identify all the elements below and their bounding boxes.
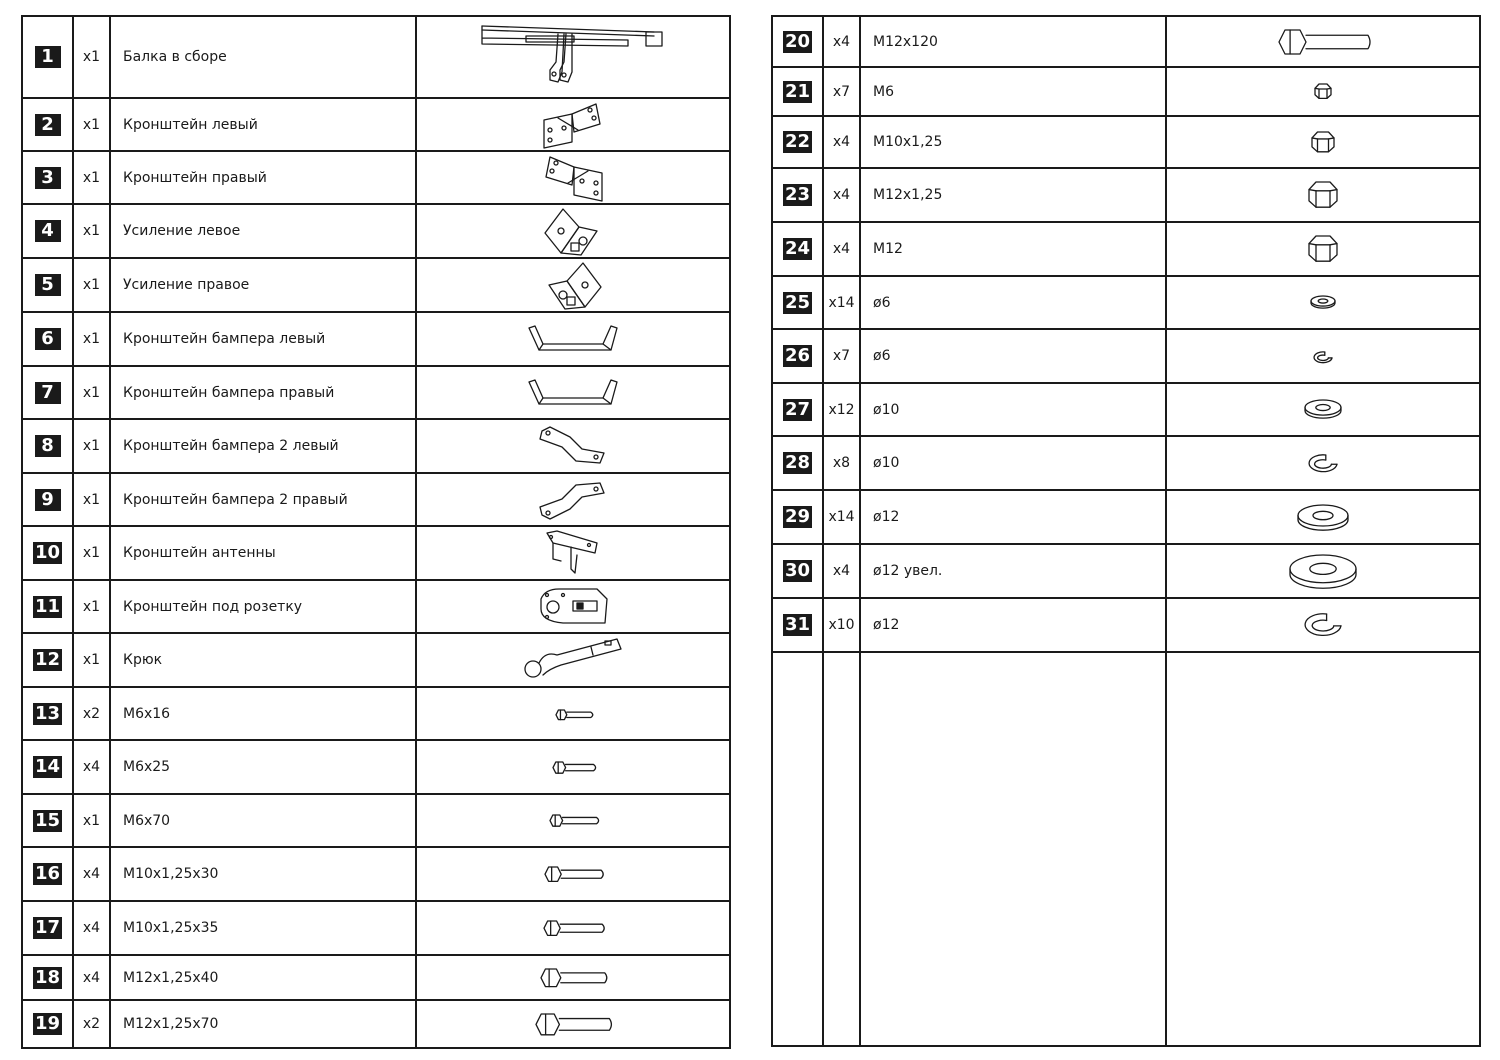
part-quantity: x4: [73, 740, 110, 794]
part-number-cell: [22, 580, 73, 633]
bolt-icon: [549, 757, 598, 776]
part-number-badge: 16: [34, 863, 61, 884]
part-row: [22, 633, 730, 687]
part-illustration-cell: [416, 366, 730, 419]
part-illustration-cell: [416, 1000, 730, 1048]
part-number-badge: 26: [784, 345, 811, 366]
part-quantity: x1: [73, 473, 110, 526]
part-row: [772, 490, 1480, 544]
part-number-cell: [772, 67, 823, 116]
part-name: Усиление левое: [110, 204, 416, 258]
part-illustration-cell: [1166, 168, 1480, 222]
reinforcement-icon: [541, 275, 605, 294]
part-row: [22, 419, 730, 473]
part-number-badge: 11: [34, 595, 61, 617]
part-quantity: x1: [73, 258, 110, 312]
part-number-cell: [22, 847, 73, 901]
part-row: [772, 116, 1480, 168]
part-quantity: x4: [73, 847, 110, 901]
part-row: [772, 544, 1480, 598]
part-name: М10х1,25: [860, 116, 1166, 168]
parts-table-right: [771, 15, 1481, 1047]
part-illustration-cell: [416, 633, 730, 687]
empty-cell: [1166, 652, 1480, 1046]
part-number-badge: 22: [784, 131, 811, 152]
part-quantity: x1: [73, 204, 110, 258]
spring-washer-icon: [1306, 453, 1340, 472]
part-row: [22, 312, 730, 366]
part-row: [22, 258, 730, 312]
part-number-cell: [22, 258, 73, 312]
part-number-badge: 25: [784, 291, 811, 313]
part-illustration-cell: [1166, 490, 1480, 544]
part-number-cell: [22, 98, 73, 151]
part-number-badge: 9: [35, 489, 61, 511]
part-number-cell: [22, 204, 73, 258]
antenna-bracket-icon: [543, 543, 603, 562]
part-row: [22, 473, 730, 526]
part-name: М10х1,25х35: [110, 901, 416, 955]
part-quantity: x8: [823, 436, 860, 490]
part-name: Крюк: [110, 633, 416, 687]
part-row: [772, 168, 1480, 222]
part-illustration-cell: [416, 16, 730, 98]
part-name: Кронштейн под розетку: [110, 580, 416, 633]
part-quantity: x1: [73, 794, 110, 847]
bumper-bracket-icon: [525, 329, 621, 348]
part-number-cell: [772, 329, 823, 383]
part-number-badge: 24: [784, 238, 811, 259]
part-illustration-cell: [416, 258, 730, 312]
part-number-badge: 19: [34, 1013, 61, 1034]
part-name: Усиление правое: [110, 258, 416, 312]
part-name: М6х70: [110, 794, 416, 847]
part-quantity: x4: [823, 544, 860, 598]
part-illustration-cell: [416, 419, 730, 473]
part-number-cell: [772, 544, 823, 598]
part-name: М6х16: [110, 687, 416, 740]
part-number-badge: 29: [784, 506, 811, 527]
flat-washer-icon: [1308, 292, 1338, 311]
part-row: [772, 67, 1480, 116]
part-quantity: x4: [823, 168, 860, 222]
reinforcement-icon: [541, 221, 605, 240]
part-quantity: x4: [73, 901, 110, 955]
part-number-badge: 18: [34, 966, 61, 988]
part-row: [22, 16, 730, 98]
part-number-badge: 10: [34, 542, 61, 563]
part-illustration-cell: [416, 847, 730, 901]
part-quantity: x1: [73, 633, 110, 687]
part-row: [22, 526, 730, 580]
part-illustration-cell: [416, 794, 730, 847]
part-number-cell: [772, 436, 823, 490]
bolt-icon: [540, 918, 606, 937]
part-number-badge: 1: [35, 46, 61, 68]
part-row: [772, 436, 1480, 490]
part-quantity: x7: [823, 67, 860, 116]
part-row: [22, 847, 730, 901]
bumper-bracket-icon: [525, 382, 621, 401]
part-number-cell: [22, 526, 73, 580]
part-number-badge: 4: [35, 220, 61, 242]
part-name: Кронштейн правый: [110, 151, 416, 204]
part-number-cell: [22, 955, 73, 1000]
part-quantity: x12: [823, 383, 860, 436]
flat-washer-icon: [1287, 561, 1359, 580]
bolt-icon: [541, 864, 605, 883]
part-illustration-cell: [1166, 544, 1480, 598]
part-number-cell: [22, 16, 73, 98]
empty-cell: [772, 652, 823, 1046]
part-number-cell: [772, 276, 823, 329]
part-name: ø10: [860, 383, 1166, 436]
part-illustration-cell: [416, 526, 730, 580]
part-quantity: x4: [823, 116, 860, 168]
part-number-badge: 28: [784, 452, 811, 473]
part-quantity: x7: [823, 329, 860, 383]
part-illustration-cell: [1166, 383, 1480, 436]
part-row: [22, 1000, 730, 1048]
part-name: ø6: [860, 329, 1166, 383]
spring-washer-icon: [1302, 615, 1344, 634]
part-quantity: x1: [73, 526, 110, 580]
bumper-bracket-2-icon: [536, 489, 610, 508]
part-quantity: x4: [823, 222, 860, 276]
part-name: ø12 увел.: [860, 544, 1166, 598]
spring-washer-icon: [1311, 347, 1335, 366]
part-name: ø12: [860, 490, 1166, 544]
part-quantity: x1: [73, 580, 110, 633]
part-number-cell: [22, 366, 73, 419]
part-quantity: x2: [73, 1000, 110, 1048]
part-number-cell: [22, 473, 73, 526]
socket-bracket-icon: [535, 596, 611, 615]
flat-washer-icon: [1295, 507, 1351, 526]
part-row: [22, 204, 730, 258]
part-quantity: x14: [823, 490, 860, 544]
part-number-badge: 2: [35, 114, 61, 136]
part-number-badge: 31: [784, 614, 811, 635]
part-quantity: x4: [73, 955, 110, 1000]
part-number-cell: [772, 16, 823, 67]
part-row: [772, 16, 1480, 67]
part-number-cell: [772, 598, 823, 652]
part-quantity: x1: [73, 16, 110, 98]
part-illustration-cell: [416, 687, 730, 740]
part-number-badge: 14: [34, 756, 61, 777]
bolt-icon: [552, 704, 595, 723]
part-quantity: x14: [823, 276, 860, 329]
part-illustration-cell: [416, 312, 730, 366]
part-number-badge: 13: [34, 702, 61, 724]
part-name: Кронштейн левый: [110, 98, 416, 151]
hex-nut-icon: [1306, 185, 1340, 204]
tow-bar-beam-icon: [478, 47, 668, 66]
part-illustration-cell: [416, 580, 730, 633]
part-name: Балка в сборе: [110, 16, 416, 98]
part-illustration-cell: [1166, 67, 1480, 116]
part-number-cell: [22, 419, 73, 473]
part-row: [22, 151, 730, 204]
part-number-badge: 3: [35, 167, 61, 189]
part-illustration-cell: [416, 151, 730, 204]
part-number-cell: [772, 168, 823, 222]
part-name: М12х1,25: [860, 168, 1166, 222]
part-illustration-cell: [1166, 436, 1480, 490]
hex-nut-icon: [1312, 81, 1334, 100]
part-number-cell: [772, 116, 823, 168]
part-number-badge: 12: [34, 649, 61, 670]
empty-cell: [823, 652, 860, 1046]
part-quantity: x10: [823, 598, 860, 652]
part-illustration-cell: [1166, 16, 1480, 67]
part-name: М12х120: [860, 16, 1166, 67]
part-quantity: x1: [73, 98, 110, 151]
part-illustration-cell: [416, 204, 730, 258]
part-number-badge: 21: [784, 80, 811, 102]
part-name: М12: [860, 222, 1166, 276]
part-number-cell: [22, 794, 73, 847]
part-name: М10х1,25х30: [110, 847, 416, 901]
part-name: М12х1,25х70: [110, 1000, 416, 1048]
part-row: [22, 955, 730, 1000]
parts-table-left: [21, 15, 731, 1049]
part-number-cell: [772, 383, 823, 436]
part-number-cell: [22, 687, 73, 740]
part-illustration-cell: [416, 901, 730, 955]
bolt-icon: [532, 1014, 613, 1033]
part-row: [22, 901, 730, 955]
part-number-cell: [22, 312, 73, 366]
part-name: ø6: [860, 276, 1166, 329]
part-name: Кронштейн антенны: [110, 526, 416, 580]
part-quantity: x1: [73, 419, 110, 473]
part-illustration-cell: [416, 473, 730, 526]
part-illustration-cell: [1166, 276, 1480, 329]
part-illustration-cell: [1166, 116, 1480, 168]
part-name: ø10: [860, 436, 1166, 490]
part-quantity: x1: [73, 312, 110, 366]
part-illustration-cell: [1166, 598, 1480, 652]
part-quantity: x1: [73, 366, 110, 419]
part-number-cell: [22, 633, 73, 687]
part-number-badge: 8: [35, 435, 61, 457]
part-quantity: x1: [73, 151, 110, 204]
part-number-badge: 20: [784, 30, 811, 52]
part-number-badge: 27: [784, 398, 811, 420]
bolt-icon: [546, 810, 601, 829]
part-number-cell: [772, 222, 823, 276]
part-number-badge: 7: [35, 382, 61, 404]
part-number-badge: 6: [35, 328, 61, 350]
part-row: [22, 366, 730, 419]
part-name: Кронштейн бампера 2 левый: [110, 419, 416, 473]
empty-cell: [860, 652, 1166, 1046]
part-number-badge: 23: [784, 184, 811, 205]
part-name: Кронштейн бампера левый: [110, 312, 416, 366]
part-name: М6: [860, 67, 1166, 116]
part-number-badge: 17: [34, 917, 61, 938]
part-number-badge: 5: [35, 274, 61, 296]
part-row: [772, 222, 1480, 276]
part-row: [22, 98, 730, 151]
part-row: [22, 580, 730, 633]
part-number-cell: [22, 151, 73, 204]
part-illustration-cell: [416, 955, 730, 1000]
part-name: Кронштейн бампера 2 правый: [110, 473, 416, 526]
part-illustration-cell: [416, 740, 730, 794]
part-row: [22, 794, 730, 847]
part-row: [22, 740, 730, 794]
part-illustration-cell: [1166, 329, 1480, 383]
part-number-cell: [22, 740, 73, 794]
part-row: [772, 329, 1480, 383]
part-name: Кронштейн бампера правый: [110, 366, 416, 419]
tow-hook-icon: [521, 650, 625, 669]
hex-nut-icon: [1306, 239, 1340, 258]
part-quantity: x2: [73, 687, 110, 740]
part-name: ø12: [860, 598, 1166, 652]
hex-nut-icon: [1309, 132, 1337, 151]
bolt-icon: [1275, 31, 1372, 50]
part-number-cell: [772, 490, 823, 544]
empty-row: [772, 652, 1480, 1046]
bumper-bracket-2-icon: [536, 436, 610, 455]
part-row: [772, 598, 1480, 652]
bracket-icon: [538, 167, 608, 186]
part-number-badge: 15: [34, 809, 61, 831]
part-number-cell: [22, 1000, 73, 1048]
flat-washer-icon: [1302, 399, 1344, 418]
part-number-badge: 30: [784, 560, 811, 581]
part-illustration-cell: [416, 98, 730, 151]
part-name: М12х1,25х40: [110, 955, 416, 1000]
part-name: М6х25: [110, 740, 416, 794]
bracket-icon: [538, 114, 608, 133]
part-number-cell: [22, 901, 73, 955]
part-quantity: x4: [823, 16, 860, 67]
bolt-icon: [537, 967, 609, 986]
part-row: [772, 383, 1480, 436]
part-illustration-cell: [1166, 222, 1480, 276]
part-row: [22, 687, 730, 740]
part-row: [772, 276, 1480, 329]
